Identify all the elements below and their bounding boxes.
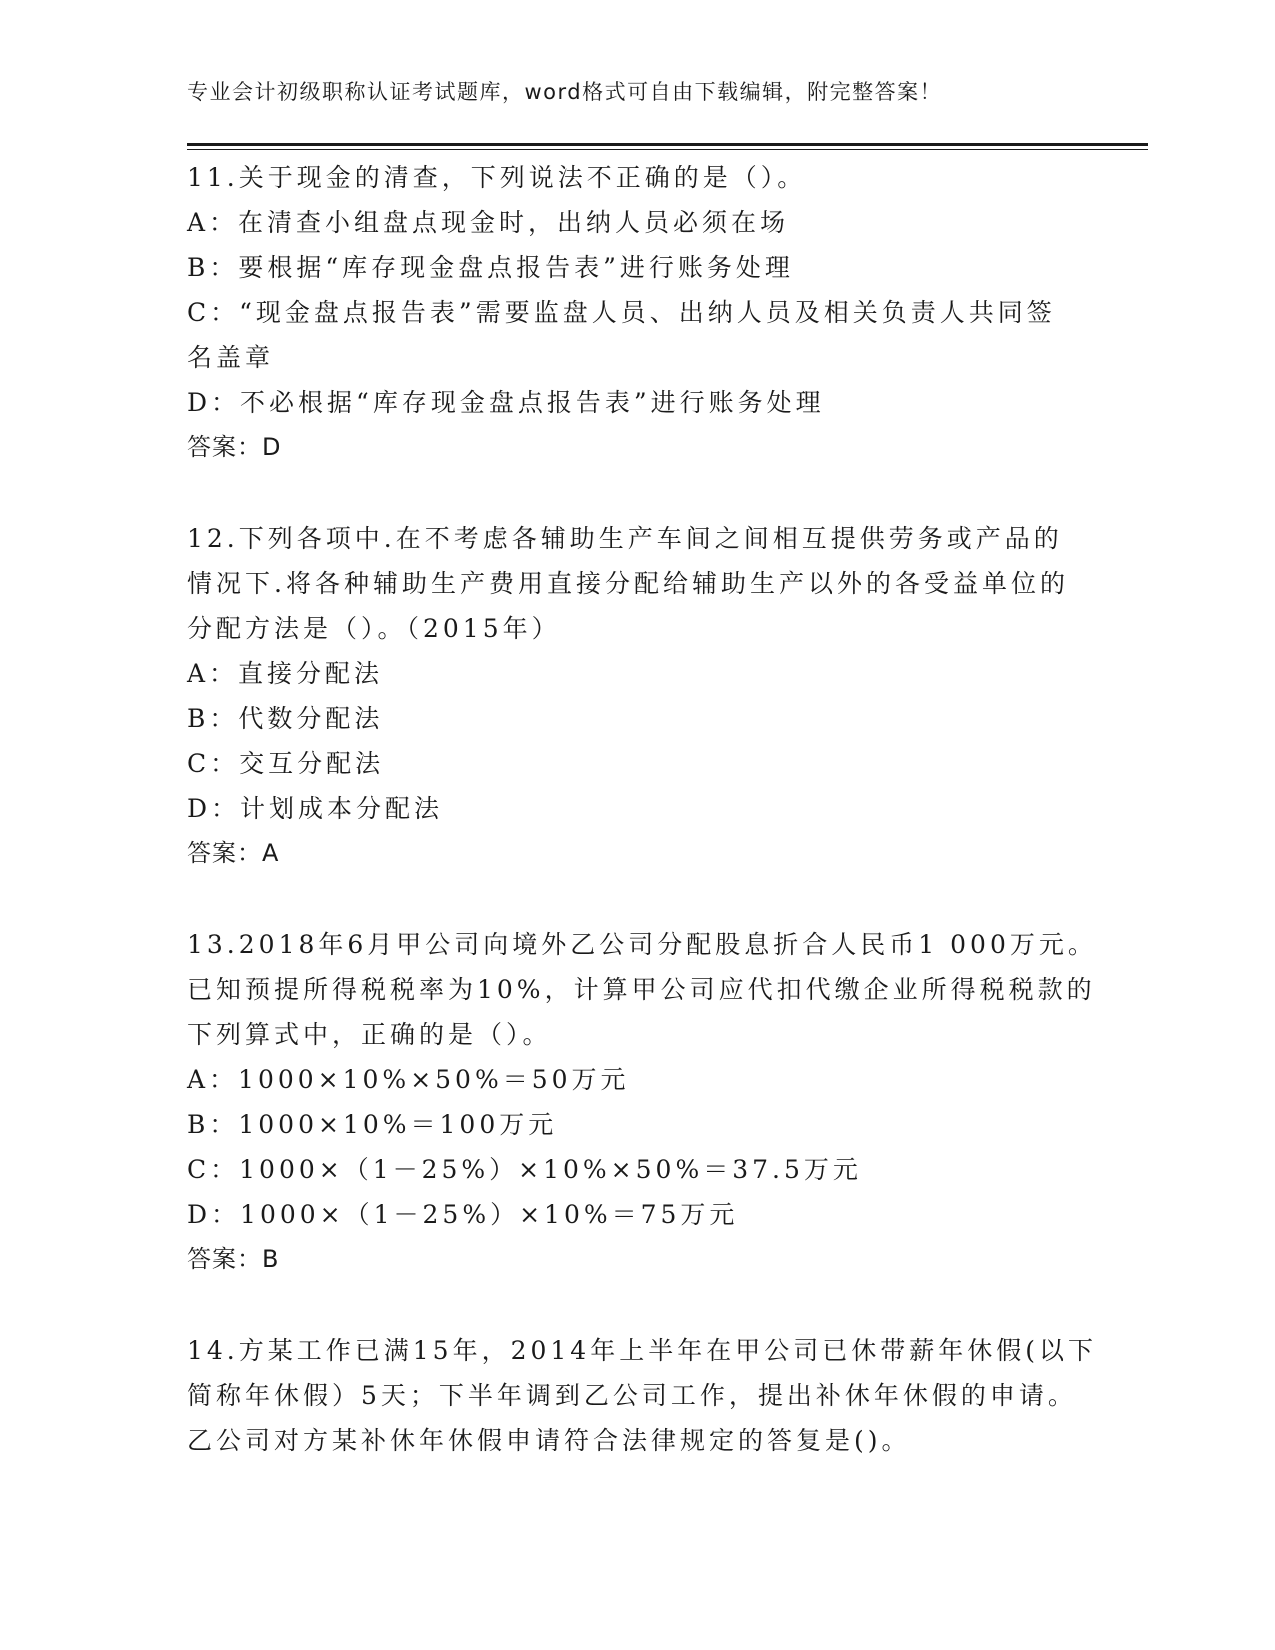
question-13 bbox=[187, 922, 1097, 1282]
option-c: C：1000×（1－25%）×10%×50%＝37.5万元 bbox=[187, 1155, 862, 1184]
option-c: C：“现金盘点报告表”需要监盘人员、出纳人员及相关负责人共同签 bbox=[187, 298, 1056, 327]
answer-line: 答案：B bbox=[187, 1245, 280, 1273]
question-stem-line: 11.关于现金的清查，下列说法不正确的是（）。 bbox=[187, 163, 807, 192]
question-stem-line: 简称年休假）5天；下半年调到乙公司工作，提出补休年休假的申请。 bbox=[187, 1381, 1077, 1410]
question-list bbox=[187, 155, 1097, 1463]
option-c-continued: 名盖章 bbox=[187, 343, 275, 372]
question-stem-line: 已知预提所得税税率为10%，计算甲公司应代扣代缴企业所得税税款的 bbox=[187, 975, 1096, 1004]
option-b: B：1000×10%＝100万元 bbox=[187, 1110, 558, 1139]
question-11 bbox=[187, 155, 1087, 470]
answer-line: 答案：D bbox=[187, 433, 282, 461]
header-rule-thick bbox=[187, 143, 1148, 146]
page-header: 专业会计初级职称认证考试题库，word格式可自由下载编辑，附完整答案！ bbox=[187, 80, 943, 104]
question-stem-line: 下列算式中，正确的是（）。 bbox=[187, 1020, 552, 1049]
question-stem-line: 13.2018年6月甲公司向境外乙公司分配股息折合人民币1 000万元。 bbox=[187, 930, 1097, 959]
option-a: A：直接分配法 bbox=[187, 659, 384, 688]
question-stem-line: 分配方法是（）。（2015年） bbox=[187, 614, 561, 643]
option-d: D：不必根据“库存现金盘点报告表”进行账务处理 bbox=[187, 388, 825, 417]
option-a: A：在清查小组盘点现金时，出纳人员必须在场 bbox=[187, 208, 790, 237]
option-d: D：1000×（1－25%）×10%＝75万元 bbox=[187, 1200, 739, 1229]
answer-line: 答案：A bbox=[187, 839, 280, 867]
option-d: D：计划成本分配法 bbox=[187, 794, 444, 823]
question-stem-line: 乙公司对方某补休年休假申请符合法律规定的答复是()。 bbox=[187, 1426, 911, 1455]
option-b: B：代数分配法 bbox=[187, 704, 384, 733]
question-stem-line: 情况下.将各种辅助生产费用直接分配给辅助生产以外的各受益单位的 bbox=[187, 569, 1069, 598]
option-b: B：要根据“库存现金盘点报告表”进行账务处理 bbox=[187, 253, 794, 282]
question-stem-line: 12.下列各项中.在不考虑各辅助生产车间之间相互提供劳务或产品的 bbox=[187, 524, 1063, 553]
option-a: A：1000×10%×50%＝50万元 bbox=[187, 1065, 630, 1094]
question-14 bbox=[187, 1328, 1097, 1463]
question-12 bbox=[187, 516, 1087, 876]
header-rule-thin bbox=[187, 149, 1148, 150]
question-stem-line: 14.方某工作已满15年，2014年上半年在甲公司已休带薪年休假(以下 bbox=[187, 1336, 1097, 1365]
option-c: C：交互分配法 bbox=[187, 749, 385, 778]
